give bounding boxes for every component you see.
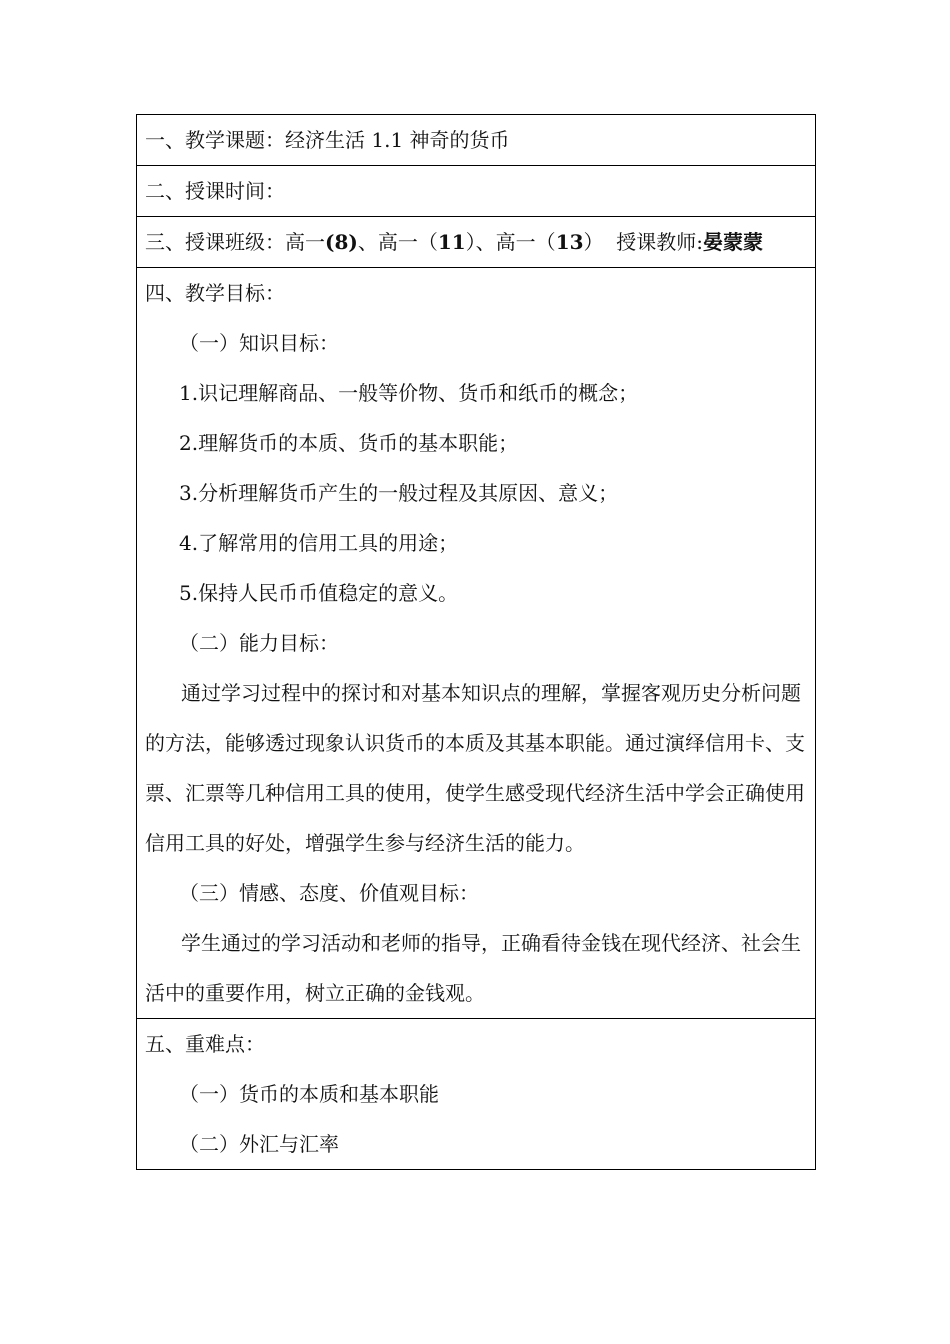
knowledge-item: 3.分析理解货币产生的一般过程及其原因、意义；: [179, 481, 619, 505]
class-row: [137, 217, 815, 268]
class-separator-1: 、高一（: [357, 230, 438, 254]
time-row: [137, 166, 815, 217]
key-points-heading: 五、重难点：: [145, 1032, 265, 1056]
knowledge-item: 5.保持人民币币值稳定的意义。: [179, 581, 459, 605]
values-paragraph: 学生通过的学习活动和老师的指导，正确看待金钱在现代经济、社会生活中的重要作用，树立正确的金钱观。: [145, 931, 801, 1005]
class-separator-2: ）、高一（: [465, 230, 556, 254]
objectives-row: [137, 268, 815, 1019]
knowledge-item: 4.了解常用的信用工具的用途；: [179, 531, 459, 555]
class-number-1: (8): [325, 230, 358, 254]
class-line: [145, 217, 809, 267]
ability-heading: （二）能力目标：: [179, 631, 339, 655]
class-number-2: 11: [437, 230, 466, 254]
class-prefix: 三、授课班级：高一: [145, 230, 325, 254]
objectives-heading: 四、教学目标：: [145, 281, 285, 305]
knowledge-item: 2.理解货币的本质、货币的基本职能；: [179, 431, 519, 455]
ability-paragraph: 通过学习过程中的探讨和对基本知识点的理解，掌握客观历史分析问题的方法，能够透过现象认识货币的本质及其基本职能。通过演绎信用卡、支票、汇票等几种信用工具的使用，使学生感受现代经济生活中学会正确使用信用工具的好处，增强学生参与经济生活的能力。: [145, 681, 805, 855]
knowledge-heading: （一）知识目标：: [179, 331, 339, 355]
class-number-3: 13: [555, 230, 584, 254]
key-point-item: （二）外汇与汇率: [179, 1132, 339, 1156]
topic-text: 一、教学课题：经济生活 1.1 神奇的货币: [145, 128, 510, 152]
knowledge-item: 1.识记理解商品、一般等价物、货币和纸币的概念；: [179, 381, 639, 405]
teacher-name: 晏蒙蒙: [702, 230, 763, 254]
key-points-row: [137, 1019, 815, 1169]
key-point-item: （一）货币的本质和基本职能: [179, 1082, 439, 1106]
class-separator-3: ）: [583, 230, 604, 254]
lesson-plan-table: [136, 114, 816, 1170]
values-heading: （三）情感、态度、价值观目标：: [179, 881, 479, 905]
time-text: 二、授课时间：: [145, 179, 285, 203]
topic-row: [137, 115, 815, 166]
teacher-label: 授课教师:: [603, 230, 703, 254]
